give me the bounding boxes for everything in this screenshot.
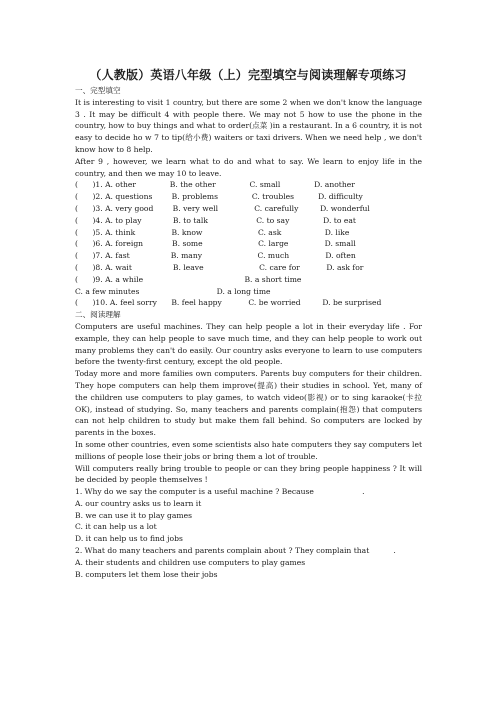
answer-option: C. it can help us a lot bbox=[75, 522, 157, 532]
question-stem: 1. Why do we say the computer is a useful machine ? Because . bbox=[75, 487, 365, 497]
cloze-option-line: ( )1. A. other B. the other C. small D. another bbox=[75, 180, 355, 190]
answer-option: B. computers let them lose their jobs bbox=[75, 569, 218, 579]
reading-paragraph: Computers are useful machines. They can help people a lot in their everyday life . For example, they can help people to save much time, and they can help people to work out many problems they can't do easily. Our country asks everyone to learn to use computers before the twenty-first century, except the old people. bbox=[75, 321, 422, 367]
cloze-option-line: ( )9. A. a while B. a short time bbox=[75, 274, 302, 284]
document-body bbox=[75, 85, 422, 580]
cloze-option-line: ( )10. A. feel sorry B. feel happy C. be worried D. be surprised bbox=[75, 298, 382, 308]
reading-paragraph: In some other countries, even some scientists also hate computers they say computers let millions of people lose their jobs or bring them a lot of trouble. bbox=[75, 439, 422, 461]
section-heading-reading: 二、阅读理解 bbox=[75, 310, 121, 320]
cloze-paragraph: It is interesting to visit 1 country, but there are some 2 when we don't know the language 3 . It may be difficult 4 with people there. We may not 5 how to use the phone in the country, how to buy things and what to order(点菜 )in a restaurant. In a 6 country, it is not easy to decide ho w 7 to tip(给小费) waiters or taxi drivers. When we need help , we don't know how to 8 help. bbox=[75, 97, 422, 154]
cloze-option-line: ( )2. A. questions B. problems C. troubles D. difficulty bbox=[75, 192, 363, 202]
answer-option: A. their students and children use computers to play games bbox=[75, 557, 306, 567]
section-heading-cloze: 一、完型填空 bbox=[75, 86, 121, 95]
cloze-option-line: ( )8. A. wait B. leave C. care for D. ask for bbox=[75, 262, 364, 272]
cloze-paragraph: After 9 , however, we learn what to do and what to say. We learn to enjoy life in the country, and then we may 10 to leave. bbox=[75, 156, 422, 178]
cloze-option-line: C. a few minutes D. a long time bbox=[75, 286, 271, 296]
question-stem: 2. What do many teachers and parents complain about ? They complain that . bbox=[75, 546, 396, 556]
answer-option: D. it can help us to find jobs bbox=[75, 534, 183, 544]
answer-option: A. our country asks us to learn it bbox=[75, 498, 202, 508]
cloze-option-line: ( )3. A. very good B. very well C. carefully D. wonderful bbox=[75, 203, 370, 213]
answer-option: B. we can use it to play games bbox=[75, 510, 193, 520]
cloze-option-line: ( )4. A. to play B. to talk C. to say D. to eat bbox=[75, 215, 356, 225]
document-title: （人教版）英语八年级（上）完型填空与阅读理解专项练习 bbox=[89, 68, 407, 82]
cloze-option-line: ( )6. A. foreign B. some C. large D. small bbox=[75, 239, 356, 249]
reading-paragraph: Today more and more families own computers. Parents buy computers for their children. They hope computers can help them improve(提高) their studies in school. Yet, many of the children use computers to play games, to watch video(影视) or to sing karaoke(卡拉 OK), instead of studying. So, many teachers and parents complain(抱怨) that computers can not help children to study but make them fall behind. So computers are locked by parents in the boxes. bbox=[75, 369, 422, 438]
cloze-option-line: ( )5. A. think B. know C. ask D. like bbox=[75, 227, 350, 237]
reading-paragraph: Will computers really bring trouble to people or can they bring people happiness ? It will be decided by people themselves ! bbox=[75, 463, 422, 485]
cloze-option-line: ( )7. A. fast B. many C. much D. often bbox=[75, 251, 356, 261]
